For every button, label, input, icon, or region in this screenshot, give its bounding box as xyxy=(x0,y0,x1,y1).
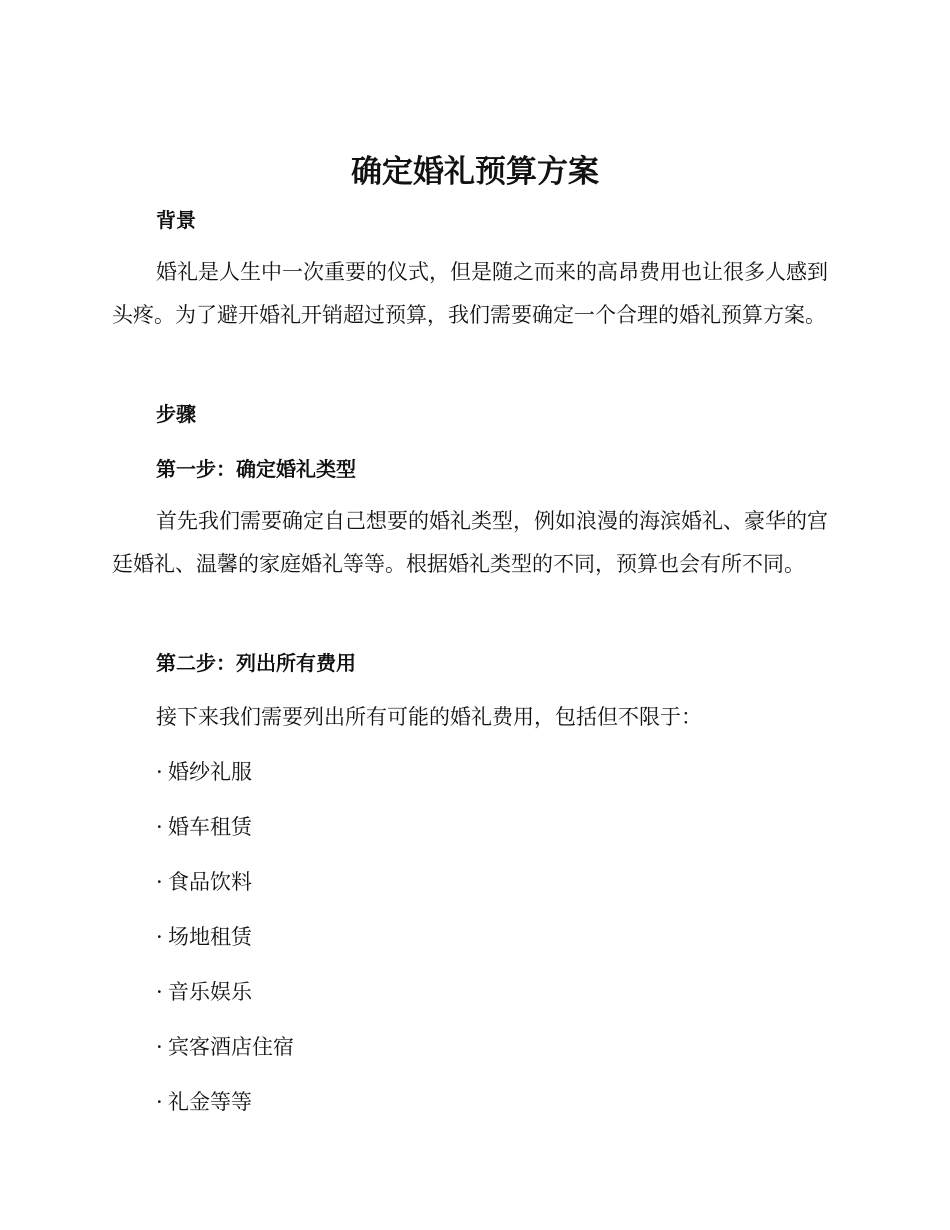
list-item-label: 婚纱礼服 xyxy=(168,760,252,784)
list-item-label: 食品饮料 xyxy=(168,870,252,894)
section-heading-steps: 步骤 xyxy=(156,402,196,426)
list-item-label: 音乐娱乐 xyxy=(168,980,252,1004)
list-item-label: 场地租赁 xyxy=(168,925,252,949)
background-paragraph: 婚礼是人生中一次重要的仪式，但是随之而来的高昂费用也让很多人感到头疼。为了避开婚礼开销超过预算，我们需要确定一个合理的婚礼预算方案。 xyxy=(112,260,828,327)
bullet-dot: · xyxy=(156,760,163,784)
list-item xyxy=(156,922,252,952)
step1-heading: 第一步：确定婚礼类型 xyxy=(156,457,356,481)
list-item xyxy=(156,867,252,897)
step1-paragraph: 首先我们需要确定自己想要的婚礼类型，例如浪漫的海滨婚礼、豪华的宫廷婚礼、温馨的家庭婚礼等等。根据婚礼类型的不同，预算也会有所不同。 xyxy=(112,509,828,576)
step2-heading: 第二步：列出所有费用 xyxy=(156,651,356,675)
list-item-label: 宾客酒店住宿 xyxy=(168,1035,294,1059)
list-item xyxy=(156,812,252,842)
section-heading-background: 背景 xyxy=(156,208,196,232)
bullet-dot: · xyxy=(156,980,163,1004)
bullet-dot: · xyxy=(156,1035,163,1059)
list-item xyxy=(156,757,252,787)
list-item-label: 礼金等等 xyxy=(168,1090,252,1114)
list-item xyxy=(156,1032,294,1062)
list-item-label: 婚车租赁 xyxy=(168,815,252,839)
bullet-dot: · xyxy=(156,925,163,949)
step2-intro: 接下来我们需要列出所有可能的婚礼费用，包括但不限于： xyxy=(156,705,702,729)
document-title: 确定婚礼预算方案 xyxy=(351,154,599,190)
list-item xyxy=(156,1087,252,1117)
list-item xyxy=(156,977,252,1007)
bullet-dot: · xyxy=(156,815,163,839)
bullet-dot: · xyxy=(156,870,163,894)
bullet-dot: · xyxy=(156,1090,163,1114)
